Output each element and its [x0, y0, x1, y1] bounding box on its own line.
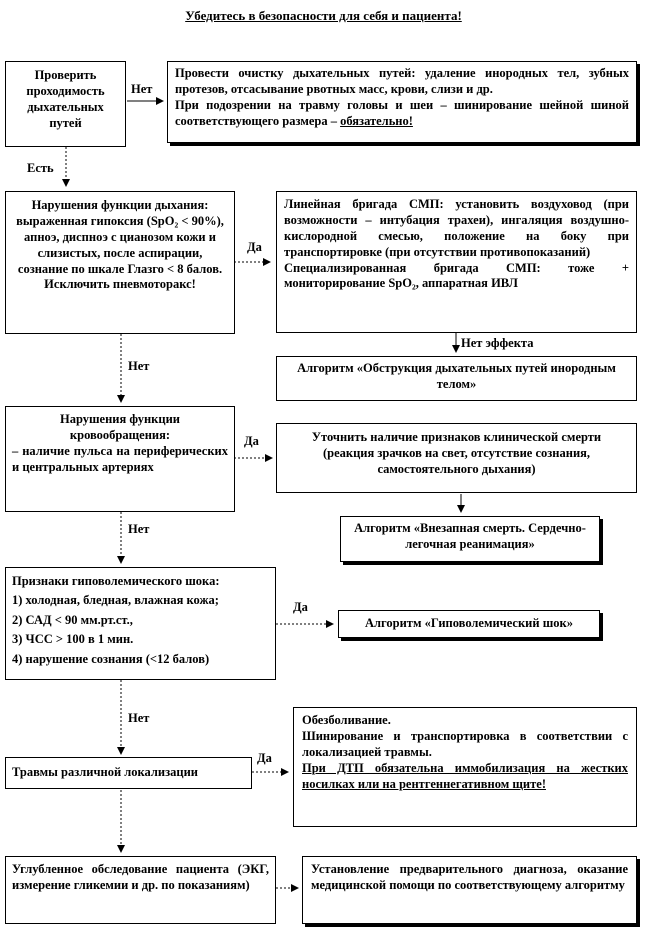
cervical-splint-main: При подозрении на травму головы и шеи – шинирование шейной шиной соответствующего размера – — [175, 97, 629, 128]
shock-algorithm-text: Алгоритм «Гиповолемический шок» — [365, 616, 573, 630]
box-sudden-death-algorithm — [340, 516, 600, 562]
page-title: Убедитесь в безопасности для себя и пациента! — [185, 8, 462, 23]
shock-sign-1: 1) холодная, бледная, влажная кожа; — [12, 593, 219, 608]
mandatory-note: обязательно! — [340, 113, 413, 128]
special-brigade-text: Специализированная бригада СМП: тоже + мониторирование SpO₂, аппаратная ИВЛ — [284, 260, 629, 291]
label-no: Нет — [128, 711, 150, 725]
label-no: Нет — [131, 82, 153, 96]
obstruction-algorithm-text: Алгоритм «Обструкция дыхательных путей инородным телом» — [297, 361, 616, 391]
box-check-airway-text: Проверить проходимость дыхательных путей — [26, 68, 105, 130]
label-yes: Да — [244, 434, 259, 448]
linear-brigade-text: Линейная бригада СМП: установить воздуховод (при возможности – интубация трахеи), ингаляция воздушно-кислородной смесью, положение на боку при транспортировке (при отсутствии противопоказаний) — [284, 197, 629, 259]
box-detailed-exam — [5, 856, 276, 924]
rta-immobilization-text: При ДТП обязательна иммобилизация на жестких носилках или на рентгеннегативном щите! — [302, 760, 628, 791]
clinical-death-text: Уточнить наличие признаков клинической смерти (реакция зрачков на свет, отсутствие сознания, самостоятельного дыхания) — [311, 430, 602, 476]
label-no: Нет — [128, 359, 150, 373]
cervical-splint-text — [175, 98, 629, 130]
sudden-death-text: Алгоритм «Внезапная смерть. Сердечно-легочная реанимация» — [354, 521, 586, 551]
box-airway-clearance — [167, 61, 637, 143]
box-check-airway — [5, 61, 126, 147]
box-shock-algorithm — [338, 610, 600, 638]
box-hypovolemic-shock-signs — [5, 567, 276, 680]
circulation-pulse-text: – наличие пульса на периферических и центральных артериях — [12, 443, 228, 474]
box-breathing-disorders — [5, 191, 235, 334]
label-yes-alt: Есть — [27, 161, 54, 175]
label-yes: Да — [257, 751, 272, 765]
box-ems-brigade — [276, 191, 637, 333]
box-clinical-death-check — [276, 423, 637, 493]
airway-clearance-text: Провести очистку дыхательных путей: удаление инородных тел, зубных протезов, отсасывание рвотных масс, крови, слизи и др. — [175, 66, 629, 96]
shock-sign-4: 4) нарушение сознания (<12 балов) — [12, 651, 210, 666]
injuries-text: Травмы различной локализации — [12, 765, 198, 779]
shock-sign-3: 3) ЧСС > 100 в 1 мин. — [12, 632, 134, 647]
breathing-disorders-text: Нарушения функции дыхания: выраженная гипоксия (SpO₂ < 90%), апноэ, диспноэ с цианозом кожи и слизистых, после аспирации, сознание по шкале Глазго < 8 балов. Исключить пневмоторакс! — [16, 198, 224, 292]
circulation-title: Нарушения функции кровообращения: — [59, 412, 180, 442]
splinting-text: Шинирование и транспортировка в соответствии с локализацией травмы. — [302, 728, 628, 759]
box-circulation-disorders — [5, 406, 235, 512]
box-injuries — [5, 757, 252, 789]
box-analgesia — [293, 707, 637, 827]
label-yes: Да — [293, 600, 308, 614]
label-yes: Да — [247, 240, 262, 254]
label-no-effect: Нет эффекта — [461, 336, 534, 350]
analgesia-text: Обезболивание. — [302, 713, 391, 727]
diagnosis-text: Установление предварительного диагноза, оказание медицинской помощи по соответствующему алгоритму — [311, 862, 628, 892]
shock-sign-2: 2) САД < 90 мм.рт.ст., — [12, 612, 133, 627]
box-obstruction-algorithm — [276, 356, 637, 401]
label-no: Нет — [128, 522, 150, 536]
box-diagnosis — [302, 856, 637, 924]
shock-title: Признаки гиповолемического шока: — [12, 574, 220, 588]
detailed-exam-text: Углубленное обследование пациента (ЭКГ, измерение гликемии и др. по показаниям) — [12, 862, 269, 892]
